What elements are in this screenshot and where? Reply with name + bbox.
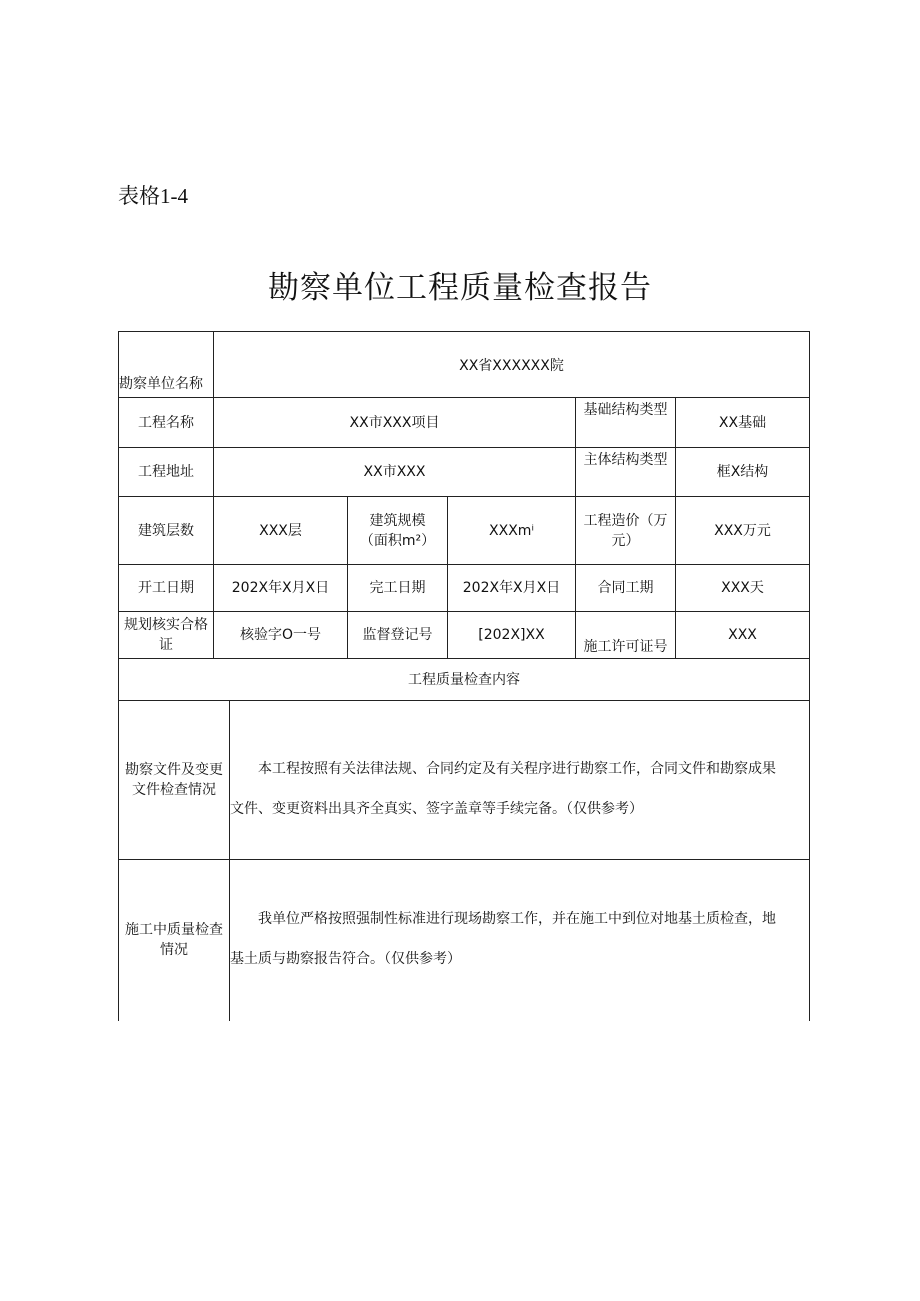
construction-permit-value: XXX [728,627,757,643]
planning-certificate-label [119,612,213,658]
supervision-registration-value: [202X]XX [478,627,545,643]
construction-quality-check-label-line2: 情况 [160,942,188,958]
main-structure-type-label: 主体结构类型 [583,452,668,468]
supervision-registration-label: 监督登记号 [362,627,433,643]
survey-documents-check-text: 本工程按照有关法律法规、合同约定及有关程序进行勘察工作，合同文件和勘察成果文件、变更资料出具齐全真实、签字盖章等手续完备。（仅供参考） [230,761,776,817]
planning-certificate-value: 核验字O一号 [239,627,322,643]
project-name-value: XX市XXX项目 [349,414,440,431]
unit-name-value: XX省XXXXXX院 [459,358,564,374]
start-date-value: 202X年X月X日 [231,580,330,596]
start-date-label: 开工日期 [138,580,194,596]
document-title: 勘察单位工程质量检查报告 [268,270,652,306]
table-border-right [809,331,810,1021]
construction-quality-check-text: 我单位严格按照强制性标准进行现场勘察工作，并在施工中到位对地基土质检查，地基土质与勘察报告符合。（仅供参考） [230,911,776,967]
construction-quality-check-label [119,860,229,1021]
building-scale-label-line2: （面积m²） [359,532,436,549]
unit-name-label: 勘察单位名称 [119,376,203,392]
table-number-label: 表格1-4 [118,184,188,208]
table-border-top [118,331,810,332]
project-cost-value: XXX万元 [714,522,771,539]
quality-inspection-section-header: 工程质量检查内容 [408,671,520,688]
building-scale-label [348,497,447,564]
planning-certificate-label-line1: 规划核实合格 [124,617,208,633]
construction-permit-label: 施工许可证号 [583,639,668,655]
project-address-value: XX市XXX [363,464,426,480]
project-cost-label-line2: 元） [611,532,640,549]
completion-date-value: 202X年X月X日 [462,580,561,596]
contract-duration-label: 合同工期 [597,580,654,596]
foundation-type-label: 基础结构类型 [583,402,668,418]
project-cost-label [576,497,675,564]
project-cost-label-line1: 工程造价（万 [583,512,668,529]
survey-documents-check-label-line1: 勘察文件及变更 [125,762,223,778]
survey-documents-check-label-line2: 文件检查情况 [132,782,216,798]
foundation-type-value: XX基础 [718,414,767,431]
construction-quality-check-label-line1: 施工中质量检查 [125,922,223,938]
building-floors-value: XXX层 [259,522,302,539]
main-structure-type-value: 框X结构 [716,464,769,480]
building-floors-label: 建筑层数 [138,522,194,539]
contract-duration-value: XXX天 [721,580,764,596]
completion-date-label: 完工日期 [369,580,426,596]
building-scale-value: XXXmⁱ [489,522,534,539]
building-scale-label-line1: 建筑规模 [369,512,426,529]
planning-certificate-label-line2: 证 [159,637,173,653]
inspection-report-table [118,331,810,1021]
survey-documents-check-label [119,701,229,859]
project-address-label: 工程地址 [138,464,194,480]
project-name-label: 工程名称 [138,414,194,431]
